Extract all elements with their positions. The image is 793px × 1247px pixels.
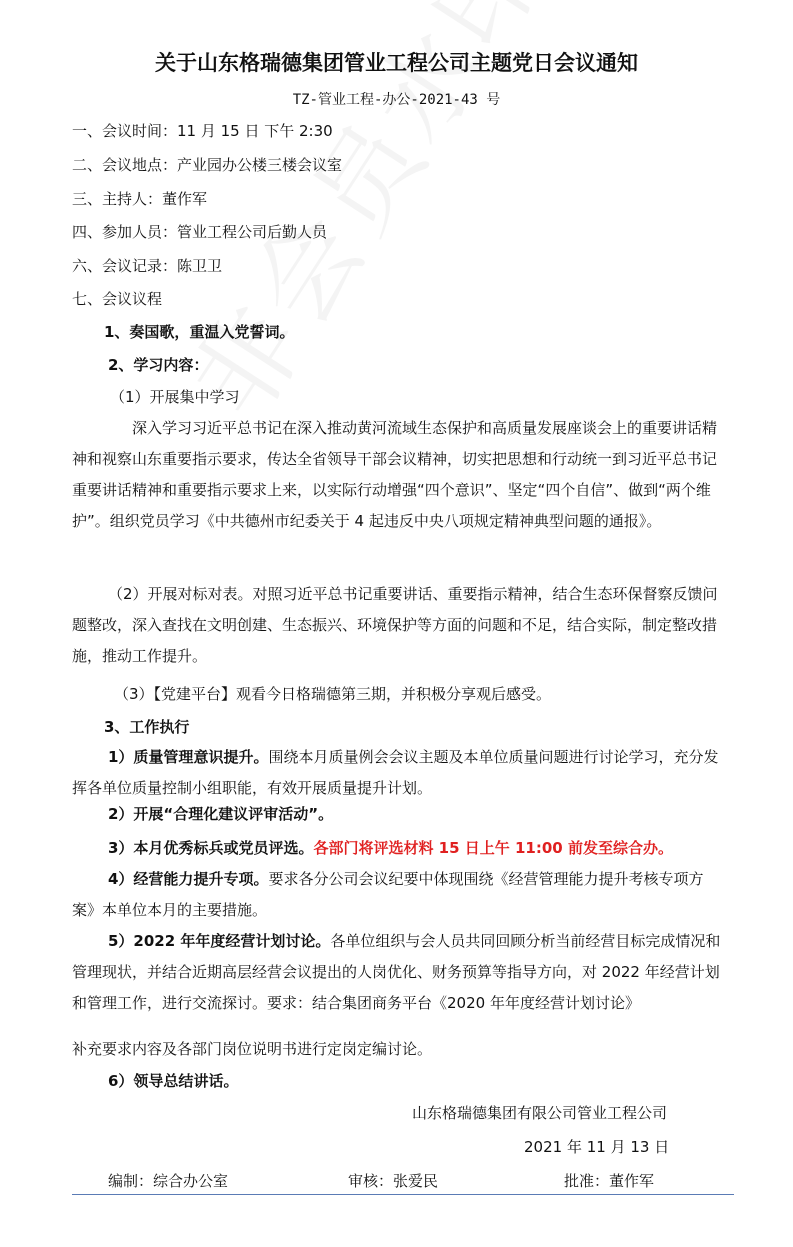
agenda-step-2: 2、学习内容： (108, 356, 209, 374)
work-item-5 (72, 926, 724, 1019)
work-item-1 (72, 742, 724, 804)
work-item-6: 6）领导总结讲话。 (108, 1072, 239, 1090)
work-item-4-text: 要求各分公司会议纪要中体现围绕《经营管理能力提升考核专项方案》本单位本月的主要措施。 (72, 870, 704, 919)
document-number: TZ-管业工程-办公-2021-43 号 (292, 92, 501, 108)
meeting-time: 一、会议时间：11 月 15 日 下午 2:30 (72, 122, 333, 140)
work-item-4-title: 4）经营能力提升专项。 (108, 870, 269, 888)
study-item-1-heading: （1）开展集中学习 (110, 388, 240, 406)
signature-date: 2021 年 11 月 13 日 (524, 1138, 670, 1156)
study-item-1-body: 深入学习习近平总书记在深入推动黄河流域生态保护和高质量发展座谈会上的重要讲话精神和视察山东重要指示要求，传达全省领导干部会议精神，切实把思想和行动统一到习近平总书记重要讲话精神和重要指示要求上来，以实际行动增强“四个意识”、坚定“四个自信”、做到“两个维护”。组织党员学习《中共德州市纪委关于 4 起违反中央八项规定精神典型问题的通报》。 (72, 419, 718, 530)
meeting-recorder: 六、会议记录：陈卫卫 (72, 257, 223, 275)
footer-divider (72, 1194, 734, 1195)
footer-approver: 批准：董作军 (564, 1172, 655, 1190)
meeting-place: 二、会议地点：产业园办公楼三楼会议室 (72, 156, 343, 174)
agenda-step-1: 1、奏国歌，重温入党誓词。 (104, 323, 295, 341)
agenda-step-3: 3、工作执行 (104, 718, 190, 736)
footer-editor: 编制：综合办公室 (108, 1172, 229, 1190)
study-item-3: （3）【党建平台】观看今日格瑞德第三期，并积极分享观后感受。 (114, 685, 552, 703)
meeting-attendees: 四、参加人员：管业工程公司后勤人员 (72, 223, 328, 241)
meeting-host: 三、主持人：董作军 (72, 190, 208, 208)
work-item-3-title: 3）本月优秀标兵或党员评选。 (108, 839, 314, 857)
document-title: 关于山东格瑞德集团管业工程公司主题党日会议通知 (155, 51, 638, 75)
work-item-3-highlight: 各部门将评选材料 15 日上午 11:00 前发至综合办。 (313, 839, 673, 857)
study-item-2: （2）开展对标对表。对照习近平总书记重要讲话、重要指示精神，结合生态环保督察反馈问题整改，深入查找在文明创建、生态振兴、环境保护等方面的问题和不足，结合实际，制定整改措施，推动工作提升。 (72, 585, 718, 665)
work-item-4 (72, 864, 724, 926)
work-item-5-title: 5）2022 年年度经营计划讨论。 (108, 932, 331, 950)
work-item-1-title: 1）质量管理意识提升。 (108, 748, 269, 766)
work-item-3 (108, 838, 673, 858)
signature-organization: 山东格瑞德集团有限公司管业工程公司 (412, 1104, 668, 1122)
meeting-agenda-heading: 七、会议议程 (72, 290, 163, 308)
work-item-5-continued: 补充要求内容及各部门岗位说明书进行定岗定编讨论。 (72, 1040, 433, 1058)
work-item-1-text: 围绕本月质量例会会议主题及本单位质量问题进行讨论学习，充分发挥各单位质量控制小组职能，有效开展质量提升计划。 (72, 748, 719, 797)
work-item-5-text: 各单位组织与会人员共同回顾分析当前经营目标完成情况和管理现状，并结合近期高层经营会议提出的人岗优化、财务预算等指导方向，对 2022 年经营计划和管理工作，进行交流探讨。要求：结合集团商务平台《2020 年年度经营计划讨论》 (72, 932, 721, 1012)
footer-reviewer: 审核：张爱民 (348, 1172, 439, 1190)
work-item-2: 2）开展“合理化建议评审活动”。 (108, 805, 334, 823)
